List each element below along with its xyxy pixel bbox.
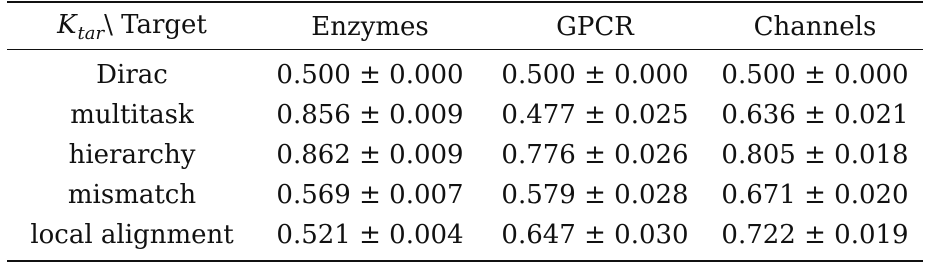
row-label: multitask: [70, 100, 194, 130]
row-label: local alignment: [7, 215, 257, 261]
cell-value: 0.722 ± 0.019: [707, 215, 923, 261]
column-header-gpcr: GPCR: [483, 2, 707, 49]
cell-value: 0.647 ± 0.030: [483, 215, 707, 261]
cell-value: 0.805 ± 0.018: [721, 140, 909, 170]
cell-value: 0.856 ± 0.009: [276, 100, 464, 130]
row-label: mismatch: [67, 180, 197, 210]
corner-header-text: \ Target: [104, 9, 207, 40]
cell-value: 0.636 ± 0.021: [721, 100, 909, 130]
corner-header: [7, 2, 257, 49]
header-row: [7, 2, 923, 49]
cell-value: 0.569 ± 0.007: [276, 180, 464, 210]
cell-value: 0.521 ± 0.004: [257, 215, 483, 261]
cell-value: 0.500 ± 0.000: [501, 60, 689, 91]
column-header-enzymes: Enzymes: [257, 2, 483, 49]
table-row: [7, 215, 923, 261]
cell-value: 0.671 ± 0.020: [721, 180, 909, 210]
kernel-symbol: K: [57, 9, 77, 40]
row-label: Dirac: [96, 60, 168, 91]
column-header-channels: Channels: [707, 2, 923, 49]
table-row: [7, 135, 923, 175]
table-row: [7, 175, 923, 215]
cell-value: 0.477 ± 0.025: [501, 100, 689, 130]
cell-value: 0.776 ± 0.026: [501, 140, 689, 170]
table-row: [7, 95, 923, 135]
cell-value: 0.500 ± 0.000: [721, 60, 909, 91]
results-table: [7, 1, 923, 262]
cell-value: 0.500 ± 0.000: [276, 60, 464, 91]
cell-value: 0.579 ± 0.028: [501, 180, 689, 210]
table-row: [7, 49, 923, 95]
kernel-subscript: tar: [77, 22, 105, 44]
cell-value: 0.862 ± 0.009: [276, 140, 464, 170]
row-label: hierarchy: [68, 140, 196, 170]
